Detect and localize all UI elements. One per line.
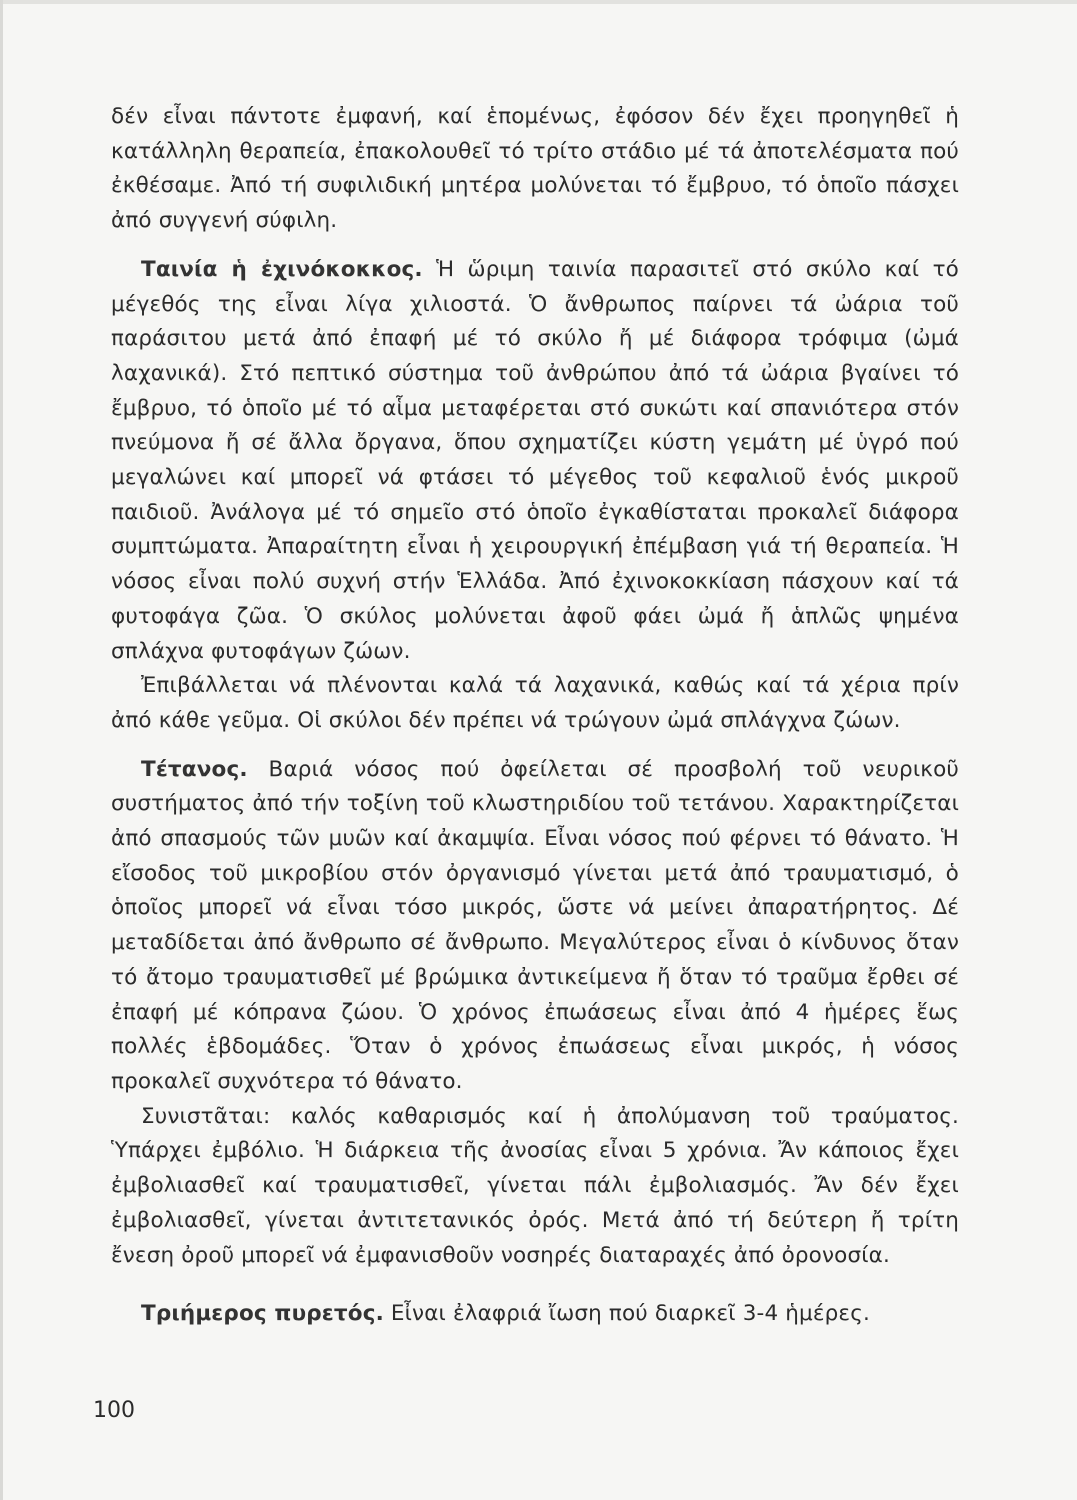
paragraph-text: Ἡ ὥριμη ταινία παρασιτεῖ στό σκύλο καί τό μέγεθός της εἶναι λίγα χιλιοστά. Ὁ ἄνθρωπος παίρνει τά ὠάρια τοῦ παράσιτου μετά ἀπό ἐπαφή μέ τό σκύλο ἤ μέ διάφορα τρόφιμα (ὠμά λαχανικά). Στό πεπτικό σύστημα τοῦ ἀνθρώπου ἀπό τά ὠάρια βγαίνει τό ἔμβρυο, τό ὁποῖο μέ τό αἷμα μεταφέρεται στό συκώτι καί σπανιότερα στόν πνεύμονα ἤ σέ ἄλλα ὄργανα, ὅπου σχηματίζει κύστη γεμάτη μέ ὑγρό πού μεγαλώνει καί μπορεῖ νά φτάσει τό μέγεθος τοῦ κεφαλιοῦ ἑνός μικροῦ παιδιοῦ. Ἀνάλογα μέ τό σημεῖο στό ὁποῖο ἐγκαθίσταται προκαλεῖ διάφορα συμπτώματα. Ἀπαραίτητη εἶναι ἡ χειρουργική ἐπέμβαση γιά τή θεραπεία. Ἡ νόσος εἶναι πολύ συχνή στήν Ἑλλάδα. Ἀπό ἐχινοκοκκίαση πάσχουν καί τά φυτοφάγα ζῶα. Ὁ σκύλος μολύνεται ἀφοῦ φάει ὠμά ἤ ἁπλῶς ψημένα σπλάχνα φυτοφάγων ζώων. <box>111 256 959 664</box>
paragraph-three-day-fever <box>111 1297 959 1332</box>
paragraph-text: Συνιστᾶται: καλός καθαρισμός καί ἡ ἀπολύμανση τοῦ τραύματος. Ὑπάρχει ἐμβόλιο. Ἡ διάρκεια τῆς ἀνοσίας εἶναι 5 χρόνια. Ἄν κάποιος ἔχει ἐμβολιασθεῖ καί τραυματισθεῖ, γίνεται πάλι ἐμβολιασμός. Ἄν δέν ἔχει ἐμβολιασθεῖ, γίνεται ἀντιτετανικός ὀρός. Μετά ἀπό τή δεύτερη ἤ τρίτη ἔνεση ὀροῦ μπορεῖ νά ἐμφανισθοῦν νοσηρές διαταραχές ἀπό ὀρονοσία. <box>111 1103 959 1268</box>
paragraph-text: Ἐπιβάλλεται νά πλένονται καλά τά λαχανικά, καθώς καί τά χέρια πρίν ἀπό κάθε γεῦμα. Οἱ σκύλοι δέν πρέπει νά τρώγουν ὠμά σπλάγχνα ζώων. <box>111 673 959 733</box>
section-heading-tetanus: Τέτανος. <box>141 756 248 782</box>
section-heading-echinococcus: Ταινία ἡ ἐχινόκοκκος. <box>141 256 423 282</box>
paragraph-echinococcus <box>111 253 959 669</box>
paragraph-syphilis-end <box>111 100 959 239</box>
paragraph-text: δέν εἶναι πάντοτε ἐμφανή, καί ἑπομένως, ἐφόσον δέν ἔχει προηγηθεῖ ἡ κατάλληλη θεραπεία, ἐπακολουθεῖ τό τρίτο στάδιο μέ τά ἀποτελέσματα πού ἐκθέσαμε. Ἀπό τή συφιλιδική μητέρα μολύνεται τό ἔμβρυο, τό ὁποῖο πάσχει ἀπό συγγενή σύφιλη. <box>111 104 959 234</box>
paragraph-tetanus-prevention <box>111 1100 959 1274</box>
paragraph-text: Εἶναι ἐλαφριά ἴωση πού διαρκεῖ 3-4 ἡμέρες. <box>383 1301 870 1327</box>
paragraph-tetanus <box>111 753 959 1100</box>
body-text <box>111 100 959 1332</box>
page-number: 100 <box>93 1398 135 1423</box>
section-heading-three-day-fever: Τριήμερος πυρετός. <box>141 1301 384 1327</box>
paragraph-prevention-echinococcus <box>111 669 959 738</box>
paragraph-text: Βαριά νόσος πού ὀφείλεται σέ προσβολή τοῦ νευρικοῦ συστήματος ἀπό τήν τοξίνη τοῦ κλωστηριδίου τοῦ τετάνου. Χαρακτηρίζεται ἀπό σπασμούς τῶν μυῶν καί ἀκαμψία. Εἶναι νόσος πού φέρνει τό θάνατο. Ἡ εἴσοδος τοῦ μικροβίου στόν ὀργανισμό γίνεται μετά ἀπό τραυματισμό, ὁ ὁποῖος μπορεῖ νά εἶναι τόσο μικρός, ὥστε νά μείνει ἀπαρατήρητος. Δέ μεταδίδεται ἀπό ἄνθρωπο σέ ἄνθρωπο. Μεγαλύτερος εἶναι ὁ κίνδυνος ὅταν τό ἄτομο τραυματισθεῖ μέ βρώμικα ἀντικείμενα ἤ ὅταν τό τραῦμα ἔρθει σέ ἐπαφή μέ κόπρανα ζώου. Ὁ χρόνος ἐπωάσεως εἶναι ἀπό 4 ἡμέρες ἕως πολλές ἑβδομάδες. Ὅταν ὁ χρόνος ἐπωάσεως εἶναι μικρός, ἡ νόσος προκαλεῖ συχνότερα τό θάνατο. <box>111 756 959 1094</box>
page-top-edge <box>3 0 1077 4</box>
